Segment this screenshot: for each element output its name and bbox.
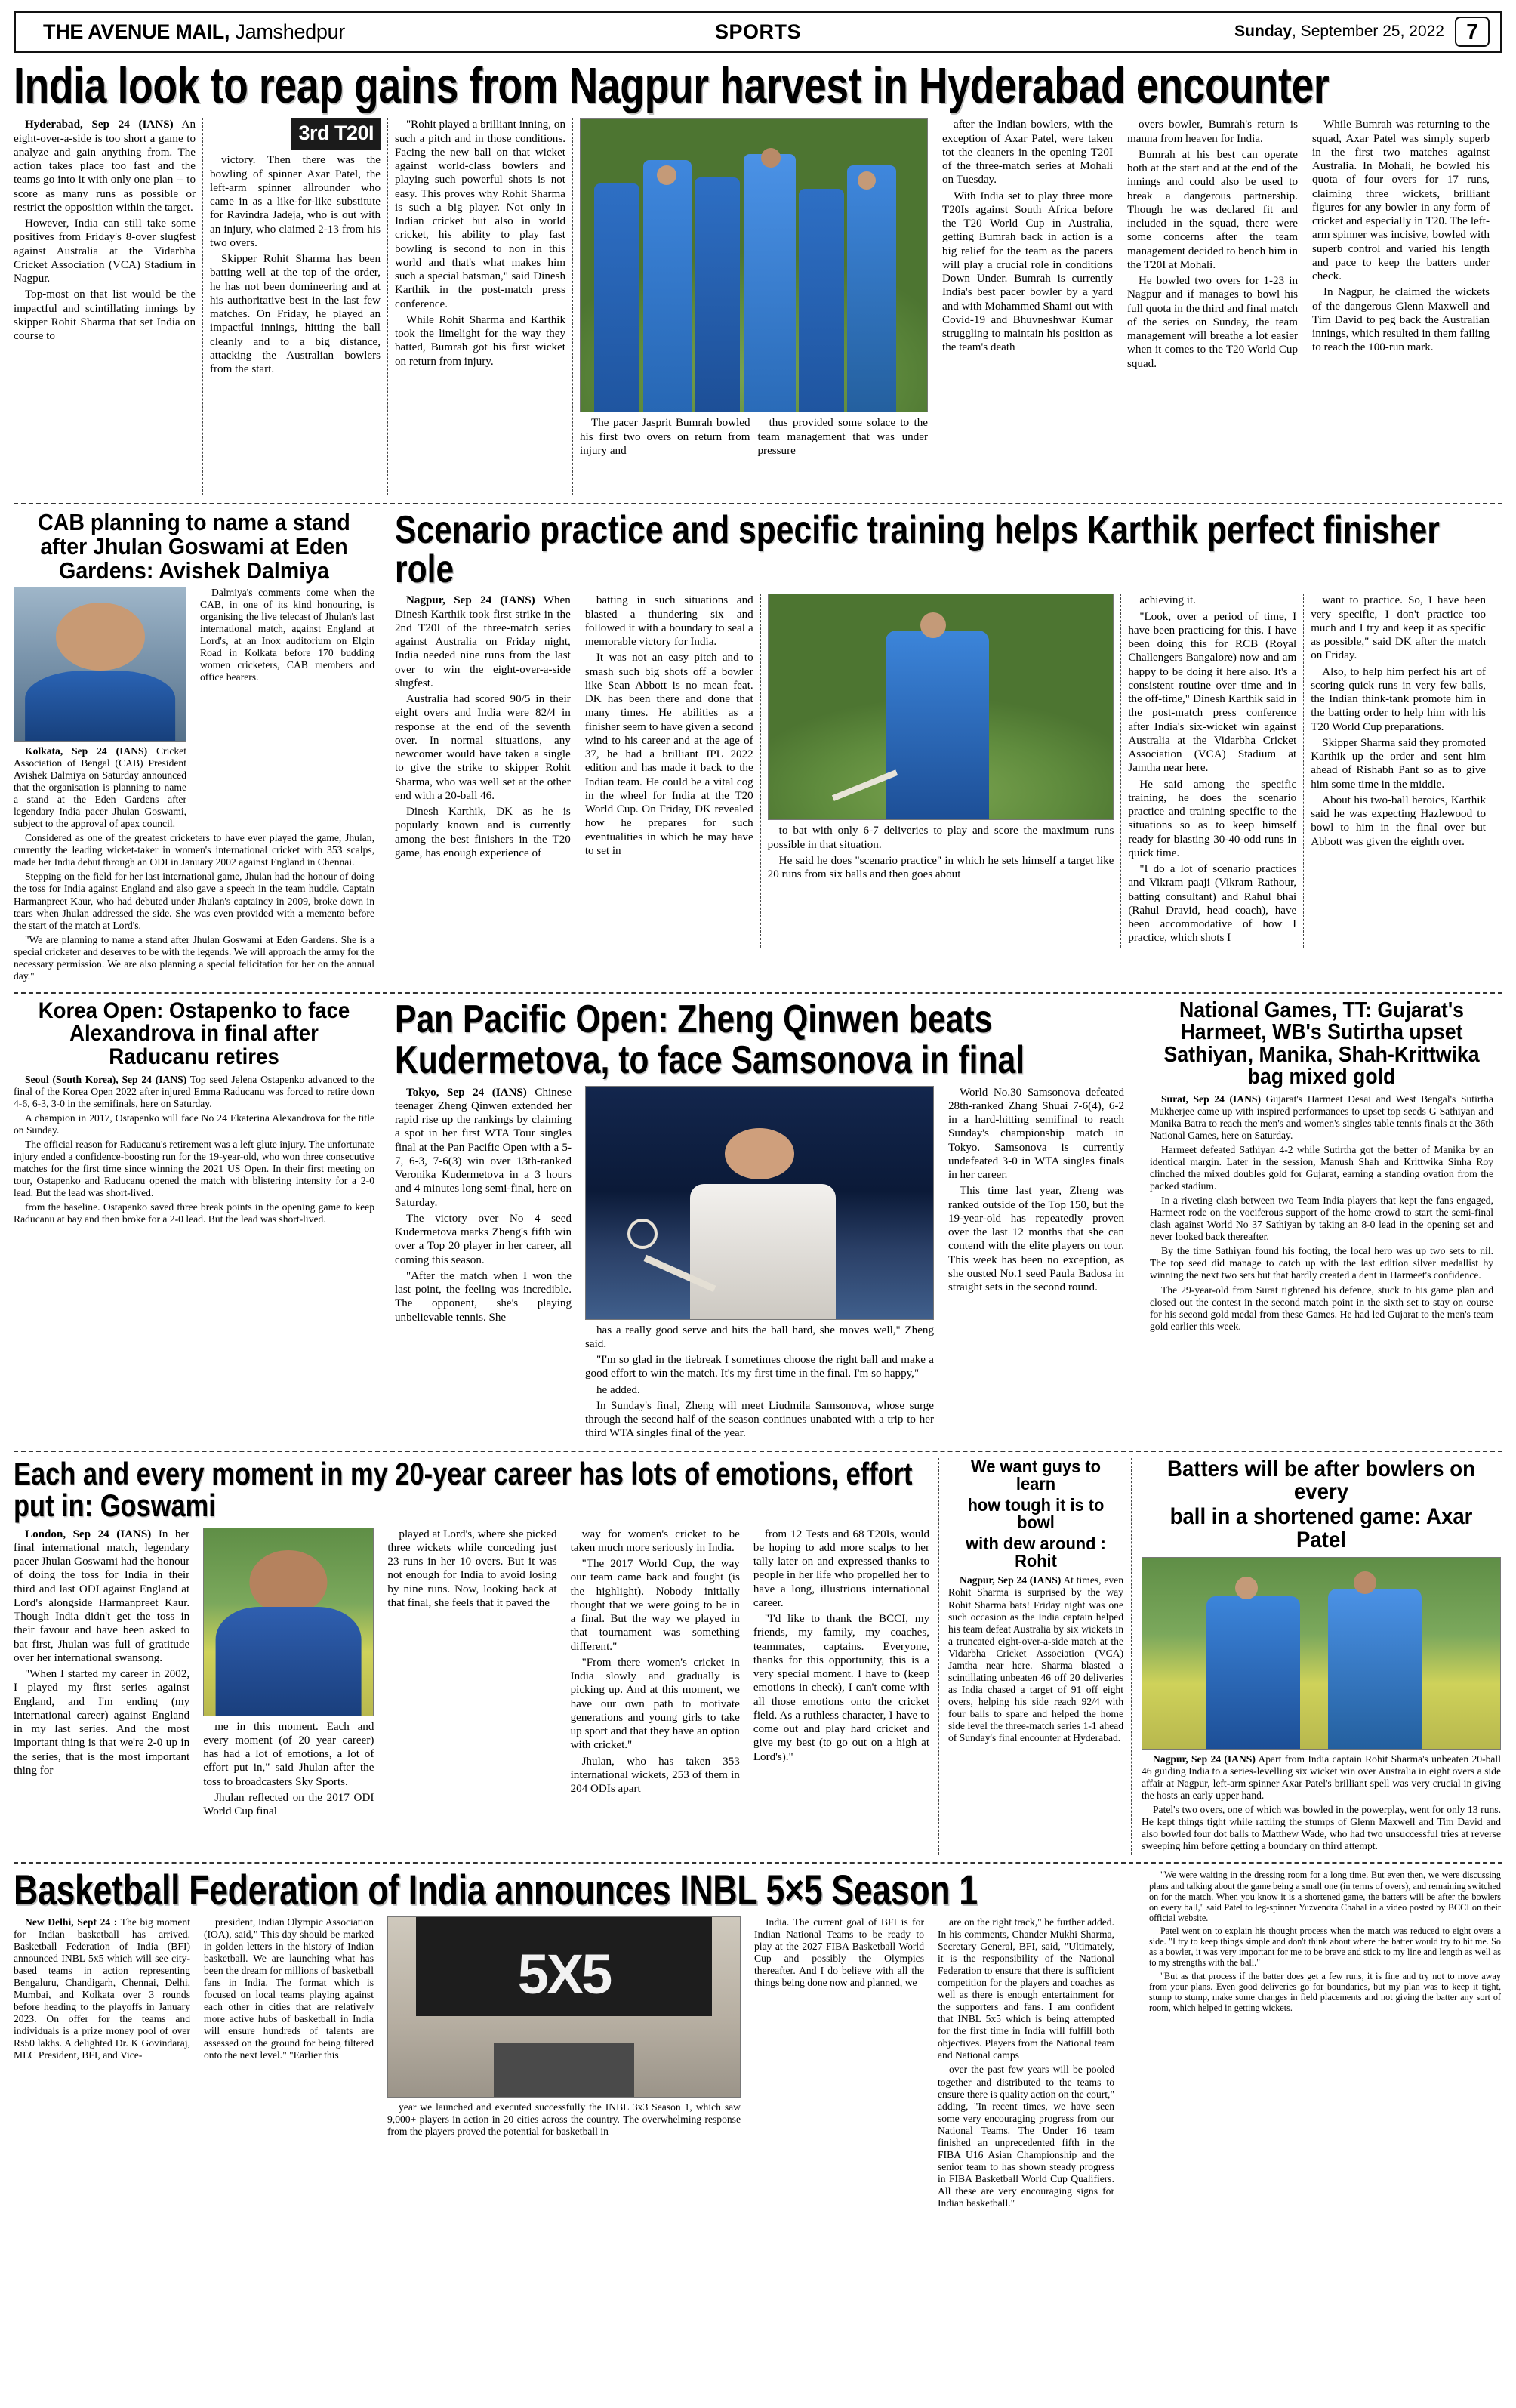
paragraph: The victory over No 4 seed Kudermetova marks Zheng's fifth win over a Top 20 player in her career, all coming this season. — [395, 1212, 572, 1266]
rohit-article — [938, 1458, 1131, 1855]
paragraph: batting in such situations and blasted a thundering six and followed it with a boundary to seal a memorable victory for India. — [584, 594, 753, 649]
cab-col2-text — [200, 587, 374, 683]
lead-col-3 — [387, 118, 572, 495]
paragraph: It was not an easy pitch and to smash such big shots off a bowler like Sean Abbott is no mean feat. DK has been there and done that many times. He abilities as a finisher seem to have given a second wind to his career and at the age of 37, he had a brilliant IPL 2022 edition and has made it back to the Indian team. He could be a vital cog in the wheel for India at the T20 World Cup. On Friday, DK revealed how he prepares for such eventualities in which he may have to set in — [584, 652, 753, 857]
axar-col1-text — [1142, 1753, 1501, 1852]
paragraph: want to practice. So, I have been very specific, I don't practice too much and I try and keep it as specific as possible," said DK after the match on Friday. — [1311, 594, 1486, 662]
paragraph: In Sunday's final, Zheng will meet Liudmila Samsonova, whose surge through the second half of the season continues unabated with a trip to her third WTA singles final of the year. — [585, 1399, 934, 1440]
paragraph: to bat with only 6-7 deliveries to play and score the maximum runs possible in that situation. — [767, 825, 1114, 851]
karthik-col4-text — [1128, 594, 1296, 945]
divider-4 — [14, 1862, 1502, 1864]
national-games-article — [1139, 997, 1493, 1443]
goswami-col2-text — [203, 1720, 374, 1819]
paragraph: are on the right track," he further added. In his comments, Chander Mukhi Sharma, Secretary General, BFI, said, "Ultimately, it is the responsibility of the National Federation to ensure that there is sufficient competition for the players and coaches as well as there is enough entertainment for the supporters and fans. I am confident that INBL 5x5 which is being attempted for the first time in India will fulfill both objectives. Players from the National team and National camps — [938, 1916, 1114, 2061]
axar-headline-line1: Batters will be after bowlers on every — [1167, 1456, 1475, 1505]
paragraph: "But as that process if the batter does get a few runs, it is fine and try not to move away from your plans. Even good deliveries go for boundaries, but my plan was to keep it tight, stump to stump, make some changes in field placements and not giving the batter any sort of room, which helped in getting wickets. — [1149, 1970, 1501, 2014]
paragraph: Dalmiya's comments come when the CAB, in one of its kind honouring, is organising the live telecast of Jhulan's last international match, against England at Lord's, at an Inox auditorium on Elgin Road in Kolkata before 170 budding women cricketers, CAB members and office bearers. — [200, 587, 374, 683]
karthik-col-2 — [578, 594, 760, 947]
korea-headline: Korea Open: Ostapenko to face Alexandrova in final after Raducanu retires — [38, 997, 350, 1069]
paragraph: Patel's two overs, one of which was bowled in the powerplay, went for only 13 runs. He kept things tight while rattling the stumps of Glenn Maxwell and Tim David and also bowled four dot balls to Matthew Wade, who had two unsuccessful tries at reverse sweeping him before getting a boundary on third attempt. — [1142, 1804, 1501, 1852]
lead-col-5 — [1120, 118, 1305, 495]
karthik-article — [384, 510, 1486, 984]
paragraph: New Delhi, Sept 24 : The big moment for Indian basketball has arrived. Basketball Federation of India (BFI) announced INBL 5x5 which will see city-based teams in action representing Bengaluru, Chandigarh, Chennai, Delhi, Mumbai, and Kolkata over 3 rounds before heading to the playoffs in January 2023. On offer for the teams and individuals is a prize money pool of over Rs50 lakhs. A delighted Dr. K Govindaraj, MLC President, BFI, and Vice- — [14, 1916, 190, 2061]
goswami-col-4 — [564, 1528, 747, 1821]
paragraph: from the baseline. Ostapenko saved three break points in the opening game to keep Raducanu at bay and then broke for a 2-0 lead. But the lead was short-lived. — [14, 1201, 374, 1225]
paragraph: "From there women's cricket in India slowly and gradually is picking up. And at this moment, we have our own path to motivate generations and young girls to take up sport and that they have an option with cricket." — [570, 1656, 740, 1752]
page-number-badge: 7 — [1455, 17, 1490, 47]
divider-1 — [14, 503, 1502, 504]
paragraph: Considered as one of the greatest cricketers to have ever played the game, Jhulan, currently the leading wicket-taker in women's international cricket with 353 scalps, made her India debut through an ODI in January 2002 against England in Chennai. — [14, 832, 374, 868]
lead-col6-text — [1312, 118, 1490, 354]
goswami-photo-col — [196, 1528, 381, 1821]
bb-col3-text — [387, 2101, 741, 2138]
paragraph: About his two-ball heroics, Karthik said he was expecting Hazlewood to bowl to him in the final over but Abbott was given the eighth over. — [1311, 794, 1486, 848]
paragraph: Seoul (South Korea), Sep 24 (IANS) Top seed Jelena Ostapenko advanced to the final of the Korea Open 2022 after injured Emma Raducanu was forced to retire down 4-6, 6-3, 3-0 in the semifinals, here on Saturday. — [14, 1073, 374, 1109]
ng-col1-text — [1150, 1093, 1493, 1333]
lead-col-6 — [1305, 118, 1490, 495]
karthik-photo-col — [760, 594, 1121, 947]
panpacific-col1-text — [395, 1086, 572, 1324]
bb-photo-col — [381, 1916, 747, 2212]
section-name: SPORTS — [714, 20, 802, 43]
paragraph: Tokyo, Sep 24 (IANS) Chinese teenager Zheng Qinwen extended her rapid rise up the rankings by claiming a spot in her first WTA Tour singles final at the Pan Pacific Open with a 5-7, 6-3, 7-6(3) win over 13th-ranked Veronika Kudermetova in a 3 hours and 4 minutes long semi-final, here on Saturday. — [395, 1086, 572, 1209]
paragraph: year we launched and executed successfully the INBL 3x3 Season 1, which saw 9,000+ players in action in 20 cities across the country. The overwhelming response from the players proved the potential for basketball in — [387, 2101, 741, 2138]
korea-article — [14, 997, 384, 1443]
paragraph: In Nagpur, he claimed the wickets of the dangerous Glenn Maxwell and Tim David to peg back the Australian innings, which resulted in them failing to reach the 100-run mark. — [1312, 286, 1490, 354]
goswami-col-5 — [747, 1528, 929, 1821]
paragraph: With India set to play three more T20Is against South Africa before the T20 World Cup in Australia, getting Bumrah back in action is a big relief for the team as the pacers will play a crucial role in conditions Down Under. Bumrah is currently India's best pacer bowler by a yard and with Mohammed Shami out with Covid-19 and Bhuvneshwar Kumar struggling to maintain his position as the team's death — [942, 190, 1113, 354]
karthik-col5-text — [1311, 594, 1486, 849]
panpacific-col2-text — [585, 1324, 934, 1441]
karthik-headline: Scenario practice and specific training helps Karthik perfect finisher role — [395, 508, 1440, 592]
paragraph: after the Indian bowlers, with the exception of Axar Patel, were taken tot the cleaners in the opening T20I of the three-match series at Mohali on Tuesday. — [942, 119, 1113, 187]
paper-city: Jamshedpur — [235, 20, 346, 43]
cab-wide-text — [14, 832, 374, 982]
paragraph: "Look, over a period of time, I have been practicing for this. I have been doing this for RCB (Royal Challengers Bangalore) now and am happy to be doing it here also. It's a consistent routine over time and in the off-time," Dinesh Karthik said in the post-match press conference after India's six-wicket win against Australia at the Vidarbha Cricket Association (VCA) Stadium at Jamtha near here. — [1128, 610, 1297, 775]
divider-2 — [14, 992, 1502, 994]
row-3 — [14, 997, 1502, 1443]
lead-caption-right: thus provided some solace to the team management that was under pressure — [757, 417, 928, 457]
karthik-photo — [768, 594, 1114, 820]
rohit-headline-line2: how tough it is to bowl — [967, 1494, 1105, 1533]
goswami-col4-text — [571, 1528, 740, 1796]
paragraph: "Rohit played a brilliant inning, on such a pitch and in those conditions. Facing the new ball on that wicket against world-class bowlers and playing such powerful shots is not easy. This proves why Rohit Sharma is such a big player. Not only in Indian cricket but also in world cricket, his ability to play fast bowling is second to non in this world and that's what makes him such a special batsman," said Dinesh Karthik in the post-match press conference. — [395, 119, 565, 310]
lead-headline: India look to reap gains from Nagpur harvest in Hyderabad encounter — [14, 57, 1330, 114]
paragraph: Stepping on the field for her last international game, Jhulan had the honour of doing the toss for India against England and also gave a speech in the team huddle. Captain Harmanpreet Kaur, who had debuted under Jhulan's captaincy in 2009, broke down in tears when Jhulan addressed the side. She was even provided with a memento before the start of the match at Lord's. — [14, 871, 374, 931]
axar-continuation — [1139, 1870, 1501, 2212]
basketball-photo: 5X5 — [387, 1916, 741, 2098]
paragraph: way for women's cricket to be taken much more seriously in India. — [570, 1528, 740, 1554]
cab-col-2 — [193, 587, 374, 832]
paragraph: Nagpur, Sep 24 (IANS) At times, even Rohit Sharma is surprised by the way Rohit Sharma bats! Friday night was one such occasion as the India captain helped his team defeat Australia by six wickets in a truncated eight-over-a-side match at the Vidarbha Cricket Association (VCA) Jamtha near here. Sharma blasted a scintillating unbeaten 46 off 20 deliveries as India chased a target of 91 off eight overs, helping his side reach 92/4 with four balls to spare and helped the home side level the three-match series 1-1 ahead of Sunday's final encounter at Hyderabad. — [948, 1574, 1123, 1744]
lead-col-1 — [14, 118, 202, 495]
paragraph: me in this moment. Each and every moment (of 20 year career) has had a lot of emotions, a lot of effort put in," said Jhulan after the toss to broadcasters Sky Sports. — [203, 1720, 374, 1788]
lead-col5-text — [1127, 118, 1298, 371]
paragraph: played at Lord's, where she picked three wickets while conceding just 23 runs in her 10 overs. But it was not enough for India to avoid losing by nine runs. Now, looking back at that final, she feels that it paved the — [387, 1528, 557, 1609]
paragraph: Jhulan, who has taken 353 international wickets, 253 of them in 204 ODIs apart — [570, 1755, 740, 1796]
goswami-col1-text — [14, 1528, 190, 1778]
paragraph: Nagpur, Sep 24 (IANS) When Dinesh Karthik took first strike in the 2nd T20I of the three-match series against Australia on Friday night, India needed nine runs from the last over to win the eight-over-a-side slugfest. — [395, 594, 571, 689]
panpacific-col3-text — [948, 1086, 1124, 1295]
bb-col-2 — [197, 1916, 381, 2212]
row-4 — [14, 1455, 1502, 1855]
bb-col-4 — [747, 1916, 931, 2212]
paragraph: Nagpur, Sep 24 (IANS) Apart from India captain Rohit Sharma's unbeaten 20-ball 46 guiding India to a series-levelling six wicket win over Australia in eight overs a side affair at Nagpur, left-arm spinner Axar Patel's brilliant spell was very crucial in giving the hosts an early upper hand. — [1142, 1753, 1501, 1802]
bb-col4-text — [754, 1916, 924, 1989]
paragraph: Also, to help him perfect his art of scoring quick runs in very few balls, the Indian think-tank promote him in the batting order to help him with his T20 World Cup preparations. — [1311, 665, 1486, 733]
paragraph: By the time Sathiyan found his footing, the local hero was up two sets to nil. The top seed did manage to catch up with the last edition silver medallist by winning the next two sets but that hardly created a dent in Harmeet's confidence. — [1150, 1245, 1493, 1281]
karthik-col1-text — [395, 594, 571, 860]
lead-caption-left: The pacer Jasprit Bumrah bowled his first two overs on return from injury and — [580, 417, 750, 457]
cab-photo — [14, 587, 186, 742]
panpacific-col-1 — [395, 1086, 578, 1443]
paragraph: Jhulan reflected on the 2017 ODI World Cup final — [203, 1791, 374, 1818]
basketball-article — [14, 1866, 1139, 2212]
lead-photo — [580, 118, 928, 412]
cab-article — [14, 510, 384, 984]
basketball-headline: Basketball Federation of India announces INBL 5×5 Season 1 — [14, 1866, 978, 1914]
axar-photo — [1142, 1557, 1501, 1750]
karthik-col-5 — [1303, 594, 1486, 947]
paragraph: "The 2017 World Cup, the way our team came back and fought (is the highlight). Nobody initially thought that we were going to be in a final. But the way we played in that tournament was something different." — [570, 1558, 740, 1653]
paragraph: achieving it. — [1139, 594, 1196, 607]
paragraph: "I'd like to thank the BCCI, my friends, my family, my coaches, teammates, captains. Everyone, thanks for this opportunity, this is a very special moment. I have to (keep emotions in check), I can't come with all those emotions onto the cricket field. As a ruthless character, I have to come out and play hard cricket and give my best (to go out on a high at Lord's)." — [753, 1613, 930, 1763]
goswami-headline: Each and every moment in my 20-year career has lots of emotions, effort put in: Goswami — [14, 1455, 913, 1523]
lead-col-2 — [202, 118, 387, 495]
rohit-headline-line1: We want guys to learn — [970, 1456, 1101, 1494]
cab-headline: CAB planning to name a stand after Jhulan Goswami at Eden Gardens: Avishek Dalmiya — [38, 509, 350, 584]
panpacific-photo-col — [578, 1086, 941, 1443]
issue-date-text: , September 25, 2022 — [1292, 23, 1444, 40]
paragraph: has a really good serve and hits the ball hard, she moves well," Zheng said. — [585, 1324, 934, 1350]
paragraph: over the past few years will be pooled together and distributed to the teams to ensure there is quality action on the court," adding, "In recent times, we have seen some very encouraging progress from our National Teams. The Under 16 team finished an unprecedented fifth in the FIBA U16 Asian Championship and the senior team to has shown steady progress in FIBA Basketball World Cup Qualifiers. All these are very encouraging signs for Indian basketball." — [938, 2064, 1114, 2209]
paragraph: Surat, Sep 24 (IANS) Gujarat's Harmeet Desai and West Bengal's Sutirtha Mukherjee came up with inspired performances to upset top seeds G Sathiyan and Manika Batra to reach the men's and women's singles table tennis finals at the 36th National Games, here on Saturday. — [1150, 1093, 1493, 1142]
paragraph: he added. — [596, 1383, 640, 1396]
row-2 — [14, 510, 1502, 984]
paragraph: president, Indian Olympic Association (IOA), said," This day should be marked in golden letters in the history of Indian basketball. We are launching what has been the dream for millions of basketball fans in India. The format which is focused on local teams playing against each other in cities that are relatively more active hubs of basketball in India will ensure hundreds of talents are assessed on the ground for being filtered onto the next level." "Earlier this — [204, 1916, 374, 2061]
karthik-col-1 — [395, 594, 578, 947]
paragraph: Patel went on to explain his thought process when the match was reduced to eight overs a side. "I try to keep things simple and don't think about where the batter would try to hit me. So as a bowler, it was very important for me to be brave and stick to my line and length as well as to my strengths with the ball." — [1149, 1925, 1501, 1969]
lead-col1-text — [14, 118, 196, 343]
rohit-headline-line3: with dew around : Rohit — [966, 1533, 1106, 1571]
panpacific-article — [384, 997, 1139, 1443]
paragraph: He bowled two overs for 1-23 in Nagpur and if manages to bowl his full quota in the third and final match of the series on Sunday, the team management will breathe a lot easier when it comes to the T20 World Cup squad. — [1127, 275, 1298, 370]
bb-col2-text — [204, 1916, 374, 2061]
paragraph: Bumrah at his best can operate both at the start and at the end of the innings and could also be used to break a dangerous partnership. Though he was declared fit and included in the squad, there were some concerns after the team management decided to bench him in the T20I at Mohali. — [1127, 148, 1298, 271]
paragraph: Hyderabad, Sep 24 (IANS) An eight-over-a-side is too short a game to analyze and gain anything from. The action takes place too fast and the teams go into it with only one plan -- to score as many runs as possible or restrict the opposition within the target. — [14, 119, 196, 214]
paragraph: Skipper Rohit Sharma has been batting well at the top of the order, he has not been domineering and at his authoritative best in the last few matches. On Friday, he played an impactful innings, hitting the ball cleanly and to a big distance, attacking the Australian bowlers from the start. — [210, 253, 381, 376]
lead-col3-text — [395, 118, 565, 368]
paragraph: "I'm so glad in the tiebreak I sometimes choose the right ball and make a good effort to win the match. It's my first time in the final. I'm so happy," — [585, 1354, 934, 1380]
paragraph: "We were waiting in the dressing room for a long time. But even then, we were discussing plans and talking about the game being a small one (in terms of overs), and remaining switched on for the match. When you know it is a shortened game, the batters will be after the bowlers on every ball," said Patel to leg-spinner Yuzvendra Chahal in a video posted by BCCI on their official website. — [1149, 1870, 1501, 1923]
paragraph: While Rohit Sharma and Karthik took the limelight for the way they batted, Bumrah got his first wicket on return from injury. — [395, 313, 565, 368]
paragraph: "I do a lot of scenario practices and Vikram paaji (Vikram Rathour, batting consultant) and Rahul bhai (Rahul Dravid, head coach), have been accommodative of how I practice, which shots I — [1128, 863, 1297, 945]
goswami-col-1 — [14, 1528, 196, 1821]
axar-article — [1131, 1458, 1501, 1855]
lead-col2-text — [210, 153, 381, 376]
issue-day: Sunday — [1234, 23, 1293, 40]
paragraph: This time last year, Zheng was ranked outside of the Top 150, but the 19-year-old has repeatedly proven over the last 12 months that she can contend with the elite players on tour. This week has been no exception, as she ousted No.1 seed Paula Badosa in straight sets in the second round. — [948, 1185, 1124, 1294]
panpacific-col-3 — [941, 1086, 1124, 1443]
goswami-col3-text — [387, 1528, 556, 1611]
match-badge: 3rd T20I — [291, 118, 381, 150]
paragraph: Australia had scored 90/5 in their eight overs and India were 82/4 in response at the end of the seventh over. In normal situations, any newcomer would have taken a single to give the strike to skipper Rohit Sharma, who was well set at the other end with a 20-ball 46. — [395, 693, 571, 802]
lead-photo-col — [572, 118, 935, 495]
divider-3 — [14, 1451, 1502, 1452]
karthik-col-4 — [1120, 594, 1303, 947]
paragraph: "When I started my career in 2002, I played my first series against England, and I'm ending (my international career) against England in my last series. And the most important thing is that we're 2-0 up in the series, that is the most important thing for — [14, 1668, 190, 1777]
paragraph: The 29-year-old from Surat tightened his defence, stuck to his game plan and closed out the contest in the second match point in the sixth set to stay on course for his second gold medal from these Games. He had led Gujarat to the men's team gold earlier this week. — [1150, 1284, 1493, 1332]
lead-col-4 — [935, 118, 1120, 495]
paragraph: "After the match when I won the last point, the feeling was incredible. The opponent, she's playing unbelievable tennis. She — [395, 1269, 572, 1324]
paragraph: A champion in 2017, Ostapenko will face No 24 Ekaterina Alexandrova for the title on Sunday. — [14, 1112, 374, 1136]
masthead — [14, 11, 1502, 53]
paragraph: victory. Then there was the bowling of spinner Axar Patel, the left-arm spinner allrounder who came in as a like-for-like substitute for Ravindra Jadeja, who is out with an injury, who claimed 2-13 from his two overs. — [210, 154, 381, 249]
paragraph: He said he does "scenario practice" in which he sets himself a target like 20 runs from six balls and then goes about — [767, 854, 1114, 881]
paragraph: Top-most on that list would be the impactful and scintillating innings by skipper Rohit Sharma that set India on course to — [14, 288, 196, 343]
panpacific-headline-line1: Pan Pacific Open: Zheng Qinwen beats — [395, 997, 993, 1041]
paragraph: While Bumrah was returning to the squad, Axar Patel was simply superb in the first two matches against Australia. In Mohali, he bowled his quota of four overs for 17 runs, claiming three wickets, brilliant figures for any bowler in any form of cricket and especially in T20. The left-arm spinner was incisive, bowled with superb control and varied his length and pace to keep the batters under check. — [1312, 119, 1490, 283]
issue-date — [1234, 23, 1444, 41]
paragraph: Harmeet defeated Sathiyan 4-2 while Sutirtha got the better of Manika by an identical margin. Later in the session, Manush Shah and Krittwika Sinha Roy clinched the mixed doubles gold for Gujarat, earning a standing ovation from the packed stadium. — [1150, 1144, 1493, 1192]
bb-col1-text — [14, 1916, 190, 2061]
rohit-col1-text — [948, 1574, 1123, 1744]
paragraph: London, Sep 24 (IANS) In her final international match, legendary pacer Jhulan Goswami had the honour of doing the toss for India in their third and last ODI against England at Lord's alongside Harmanpreet Kaur. Though India didn't get the toss in their favour and have been asked to bat first, Jhulan was full of gratitude over her international swansong. — [14, 1528, 190, 1664]
lead-col4-text — [942, 118, 1113, 354]
cab-col-1 — [14, 587, 193, 832]
goswami-col5-text — [753, 1528, 929, 1764]
paragraph: In a riveting clash between two Team India players that kept the fans engaged, Harmeet rode on the vociferous support of the home crowd to start the semi-final clash against World No 37 Sathiyan by taking an 8-0 lead in the opening set and never looked back thereafter. — [1150, 1195, 1493, 1243]
korea-col1-text — [14, 1074, 374, 1226]
axar-headline-line2: ball in a shortened game: Axar Patel — [1169, 1503, 1473, 1552]
goswami-col-3 — [381, 1528, 563, 1821]
cab-col1-text — [14, 745, 186, 830]
paragraph: Skipper Sharma said they promoted Karthik up the order and sent him ahead of Rishabh Pant so as to give him some time in the middle. — [1311, 736, 1486, 791]
lead-story — [14, 118, 1502, 495]
paragraph: Dinesh Karthik, DK as he is popularly known and is currently among the best finishers in the T20 game, has enough experience of — [395, 806, 571, 859]
karthik-col3-text — [768, 824, 1114, 881]
paragraph: However, India can still take some positives from Friday's 8-over slugfest against Australia at the Vidarbha Cricket Association (VCA) Stadium in Nagpur. — [14, 217, 196, 285]
paragraph: Kolkata, Sep 24 (IANS) Cricket Association of Bengal (CAB) President Avishek Dalmiya on Saturday announced that the organisation is planning to name a stand at the Eden Gardens after legendary India pacer Jhulan Goswami, subject to the approval of apex council. — [14, 745, 186, 830]
national-games-headline: National Games, TT: Gujarat's Harmeet, WB's Sutirtha upset Sathiyan, Manika, Shah-Krittwika bag mixed gold — [1163, 997, 1480, 1090]
panpacific-headline-line2: Kudermetova, to face Samsonova in final — [395, 1038, 1025, 1082]
paragraph: The official reason for Raducanu's retirement was a left glute injury. The unfortunate injury ended a confidence-boosting run for the 19-year-old, who won three consecutive matches for the first time since winning the 2021 US Open. In their first meeting on tour, Ostapenko and Raducanu opened the match with blistering intensity for a 2-0 lead. But the lead was short-lived. — [14, 1138, 374, 1198]
panpacific-photo — [585, 1086, 934, 1320]
paragraph: He said among the specific training, he does the scenario practice and training specific to the situations so as to keep himself ready for blasting 30-40-odd runs in quick time. — [1128, 778, 1297, 859]
goswami-photo — [203, 1528, 374, 1716]
bb-col-5 — [931, 1916, 1114, 2212]
paragraph: India. The current goal of BFI is for Indian National Teams to be ready to play at the 2027 FIBA Basketball World Cup and possibly the Olympics thereafter. And I do believe with all the things being done now and planned, we — [754, 1916, 924, 1989]
goswami-article — [14, 1455, 938, 1855]
paragraph: "We are planning to name a stand after Jhulan Goswami at Eden Gardens. She is a special cricketer and deserves to be with the legends. We will approach the army for the necessary permission. We are also planning a special felicitation for her on the annual day." — [14, 933, 374, 982]
bb-col5-text — [938, 1916, 1114, 2209]
paragraph: from 12 Tests and 68 T20Is, would be hoping to add more scalps to her tally later on and expressed thanks to people in her life who propelled her to have a long, illustrious international career. — [753, 1528, 930, 1609]
paper-name: THE AVENUE MAIL, — [43, 20, 230, 43]
row-5 — [14, 1866, 1502, 2212]
bb-col-1 — [14, 1916, 197, 2212]
paragraph: overs bowler, Bumrah's return is manna from heaven for India. — [1127, 119, 1298, 145]
axar-cont-text — [1149, 1870, 1501, 2013]
karthik-col2-text — [585, 594, 753, 858]
paragraph: World No.30 Samsonova defeated 28th-ranked Zhang Shuai 7-6(4), 6-2 in a hard-hitting semifinal to reach Sunday's championship match in Tokyo. Samsonova is currently undefeated 3-0 in WTA singles finals in her career. — [948, 1086, 1124, 1182]
